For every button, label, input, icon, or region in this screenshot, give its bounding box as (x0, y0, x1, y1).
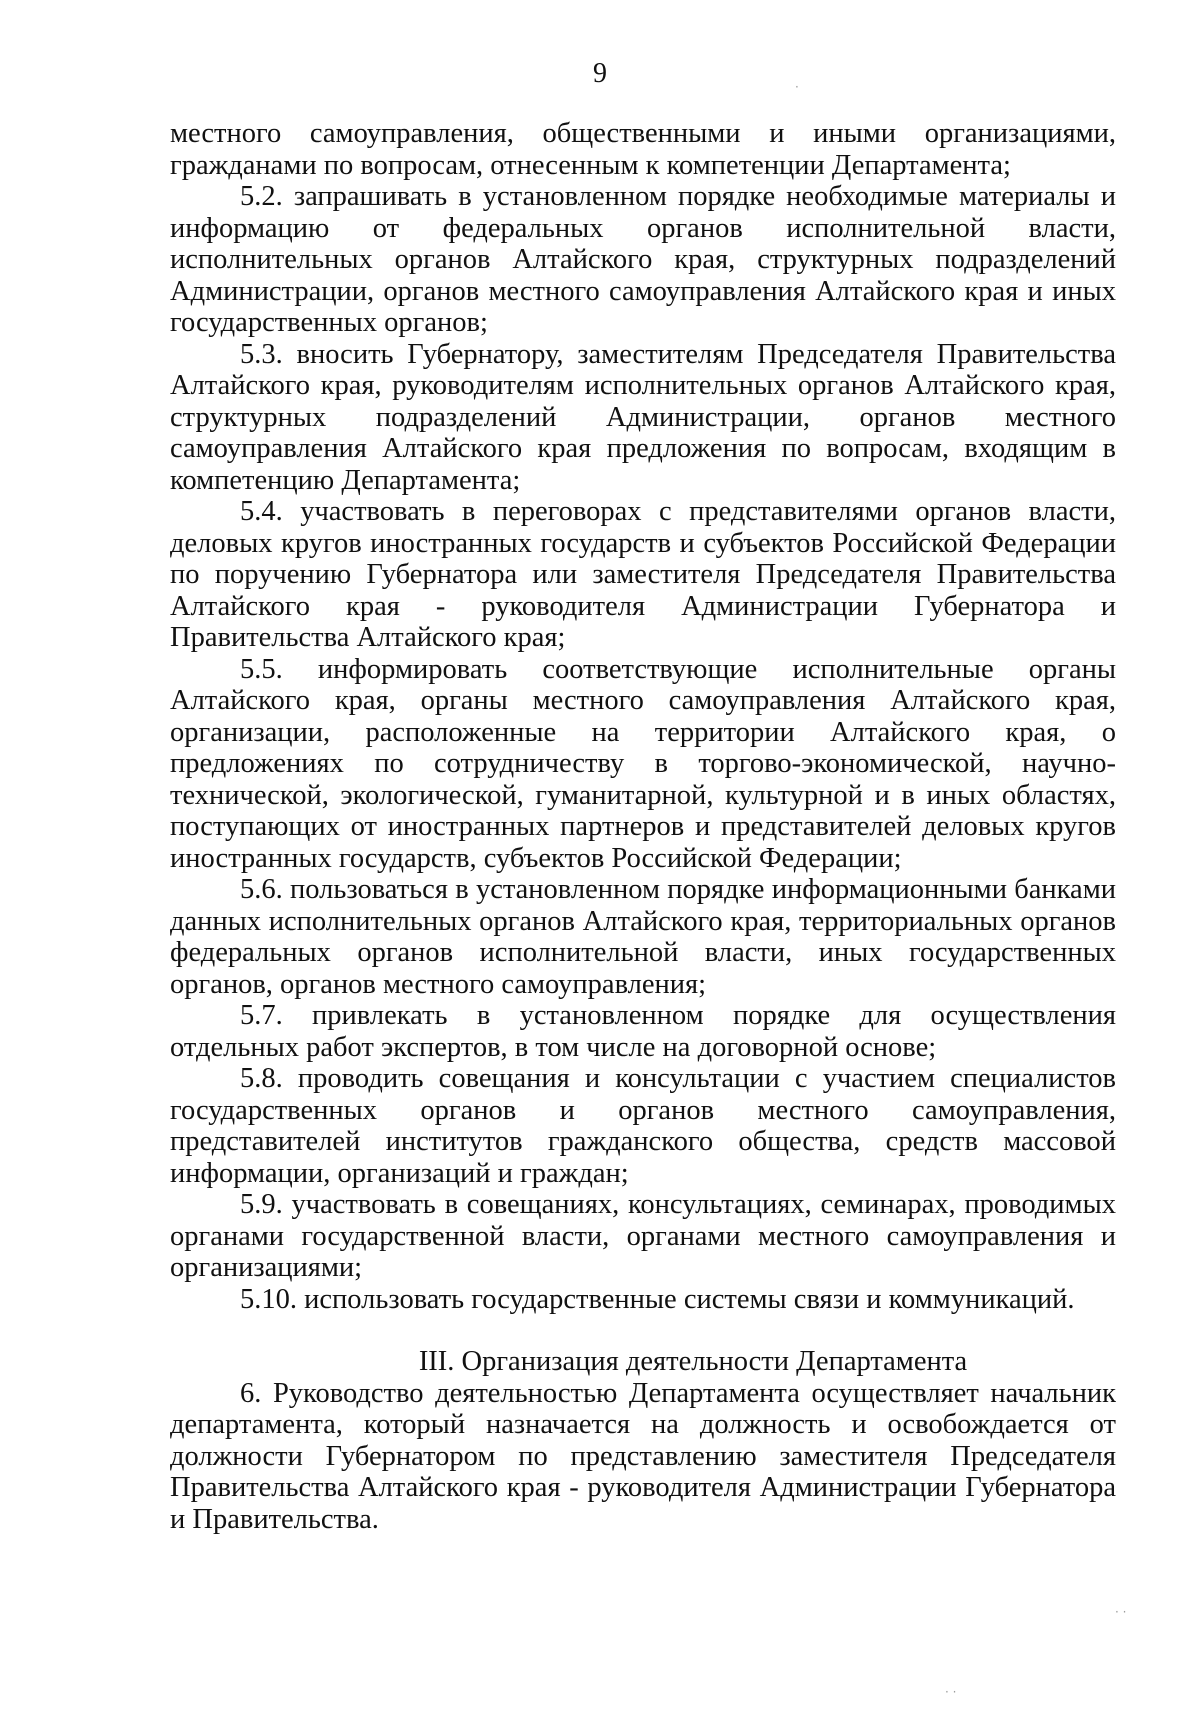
paragraph-5-9: 5.9. участвовать в совещаниях, консультациях, семинарах, проводимых органами государственной власти, органами местного самоуправления и организациями; (170, 1189, 1116, 1283)
paragraph-5-3: 5.3. вносить Губернатору, заместителям Председателя Правительства Алтайского края, руководителям исполнительных органов Алтайского края, структурных подразделений Администрации, органов местного самоуправления Алтайского края предложения по вопросам, входящим в компетенцию Департамента; (170, 338, 1116, 496)
paragraph-5-5: 5.5. информировать соответствующие исполнительные органы Алтайского края, органы местного самоуправления Алтайского края, организации, расположенные на территории Алтайского края, о предложениях по сотрудничеству в торгово-экономической, научно-технической, экологической, гуманитарной, культурной и в иных областях, поступающих от иностранных партнеров и представителей деловых кругов иностранных государств, субъектов Российской Федерации; (170, 653, 1116, 874)
section-heading: III. Организация деятельности Департамента (418, 1346, 968, 1377)
paragraph-5-4: 5.4. участвовать в переговорах с представителями органов власти, деловых кругов иностранных государств и субъектов Российской Федерации по поручению Губернатора или заместителя Председателя Правительства Алтайского края - руководителя Администрации Губернатора и Правительства Алтайского края; (170, 496, 1116, 653)
paragraph-continuation: местного самоуправления, общественными и иными организациями, гражданами по вопросам, отнесенным к компетенции Департамента; (170, 118, 1116, 181)
paragraph-5-2: 5.2. запрашивать в установленном порядке необходимые материалы и информацию от федеральных органов исполнительной власти, исполнительных органов Алтайского края, структурных подразделений Администрации, органов местного самоуправления Алтайского края и иных государственных органов; (170, 181, 1116, 338)
paragraph-5-7: 5.7. привлекать в установленном порядке для осуществления отдельных работ экспертов, в том числе на договорной основе; (170, 1000, 1116, 1063)
paragraph-5-6: 5.6. пользоваться в установленном порядке информационными банками данных исполнительных органов Алтайского края, территориальных органов федеральных органов исполнительной власти, иных государственных органов, органов местного самоуправления; (170, 874, 1116, 1000)
scan-speck: · · (1115, 1605, 1127, 1619)
paragraph-5-8: 5.8. проводить совещания и консультации с участием специалистов государственных органов и органов местного самоуправления, представителей институтов гражданского общества, средств массовой информации, организаций и граждан; (170, 1063, 1116, 1189)
document-body (170, 118, 1116, 1535)
paragraph-6: 6. Руководство деятельностью Департамента осуществляет начальник департамента, который назначается на должность и освобождается от должности Губернатором по представлению заместителя Председателя Правительства Алтайского края - руководителя Администрации Губернатора и Правительства. (170, 1377, 1116, 1535)
page-number: 9 (593, 58, 607, 89)
scan-speck: · (795, 80, 799, 94)
scan-speck: · · (945, 1685, 957, 1699)
paragraph-5-10: 5.10. использовать государственные системы связи и коммуникаций. (240, 1283, 1075, 1315)
